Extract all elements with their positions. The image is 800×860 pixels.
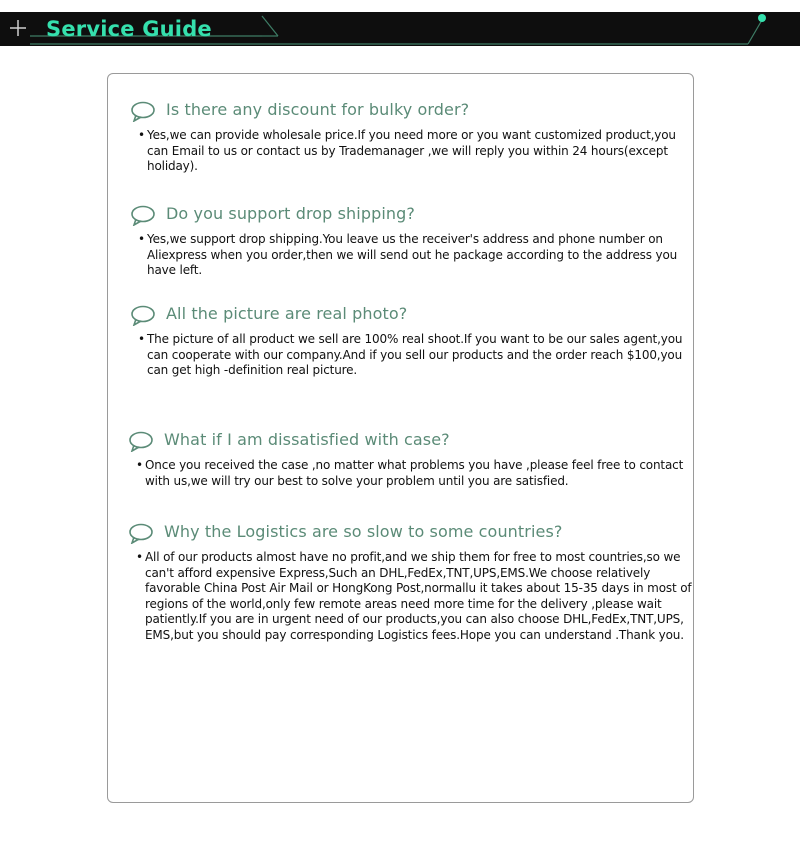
faq-card (107, 73, 694, 803)
faq-heading (128, 430, 688, 452)
faq-heading (130, 304, 690, 326)
bullet-icon: • (138, 128, 145, 142)
speech-bubble-icon (130, 304, 156, 326)
faq-item (128, 430, 688, 489)
faq-answer-block (128, 550, 694, 643)
faq-answer-block (128, 458, 688, 489)
faq-answer-block (130, 332, 690, 379)
bullet-icon: • (136, 550, 143, 564)
bullet-icon: • (138, 332, 145, 346)
faq-item (130, 100, 690, 175)
faq-question: All the picture are real photo? (166, 304, 408, 323)
faq-heading (130, 100, 690, 122)
faq-question: What if I am dissatisfied with case? (164, 430, 450, 449)
faq-question: Why the Logistics are so slow to some countries? (164, 522, 563, 541)
speech-bubble-icon (130, 100, 156, 122)
faq-item (130, 204, 690, 279)
faq-answer-block (130, 128, 690, 175)
faq-answer: Yes,we support drop shipping.You leave us the receiver's address and phone number on Aliexpress when you order,then we will send out he package according to the address you have left. (147, 232, 678, 277)
speech-bubble-icon (128, 430, 154, 452)
faq-answer: The picture of all product we sell are 100% real shoot.If you want to be our sales agent,you can cooperate with our company.And if you sell our products and the order reach $100,you can get high -definition real picture. (147, 332, 683, 377)
faq-question: Is there any discount for bulky order? (166, 100, 470, 119)
faq-item (128, 522, 694, 643)
bullet-icon: • (136, 458, 143, 472)
faq-answer: All of our products almost have no profit,and we ship them for free to most countries,so we can't afford expensive Express,Such an DHL,FedEx,TNT,UPS,EMS.We choose relatively favorable China Post Air Mail or HongKong Post,normallu it takes about 15-35 days in most of regions of the world,only few remote areas need more time for the delivery ,please wait patiently.If you are in urgent need of our products,you can also choose DHL,FedEx,TNT,UPS, EMS,but you should pay corresponding Logistics fees.Hope you can understand .Thank you. (145, 550, 692, 642)
bullet-icon: • (138, 232, 145, 246)
page-title: Service Guide (46, 17, 212, 41)
faq-heading (130, 204, 690, 226)
faq-item (130, 304, 690, 379)
faq-answer: Yes,we can provide wholesale price.If you need more or you want customized product,you can Email to us or contact us by Trademanager ,we will reply you within 24 hours(except holiday). (147, 128, 676, 173)
speech-bubble-icon (128, 522, 154, 544)
faq-answer-block (130, 232, 690, 279)
plus-icon (6, 16, 30, 40)
speech-bubble-icon (130, 204, 156, 226)
faq-question: Do you support drop shipping? (166, 204, 415, 223)
faq-heading (128, 522, 694, 544)
header-dot-icon (758, 14, 766, 22)
faq-answer: Once you received the case ,no matter what problems you have ,please feel free to contact with us,we will try our best to solve your problem until you are satisfied. (145, 458, 684, 488)
header-bar (0, 12, 800, 46)
